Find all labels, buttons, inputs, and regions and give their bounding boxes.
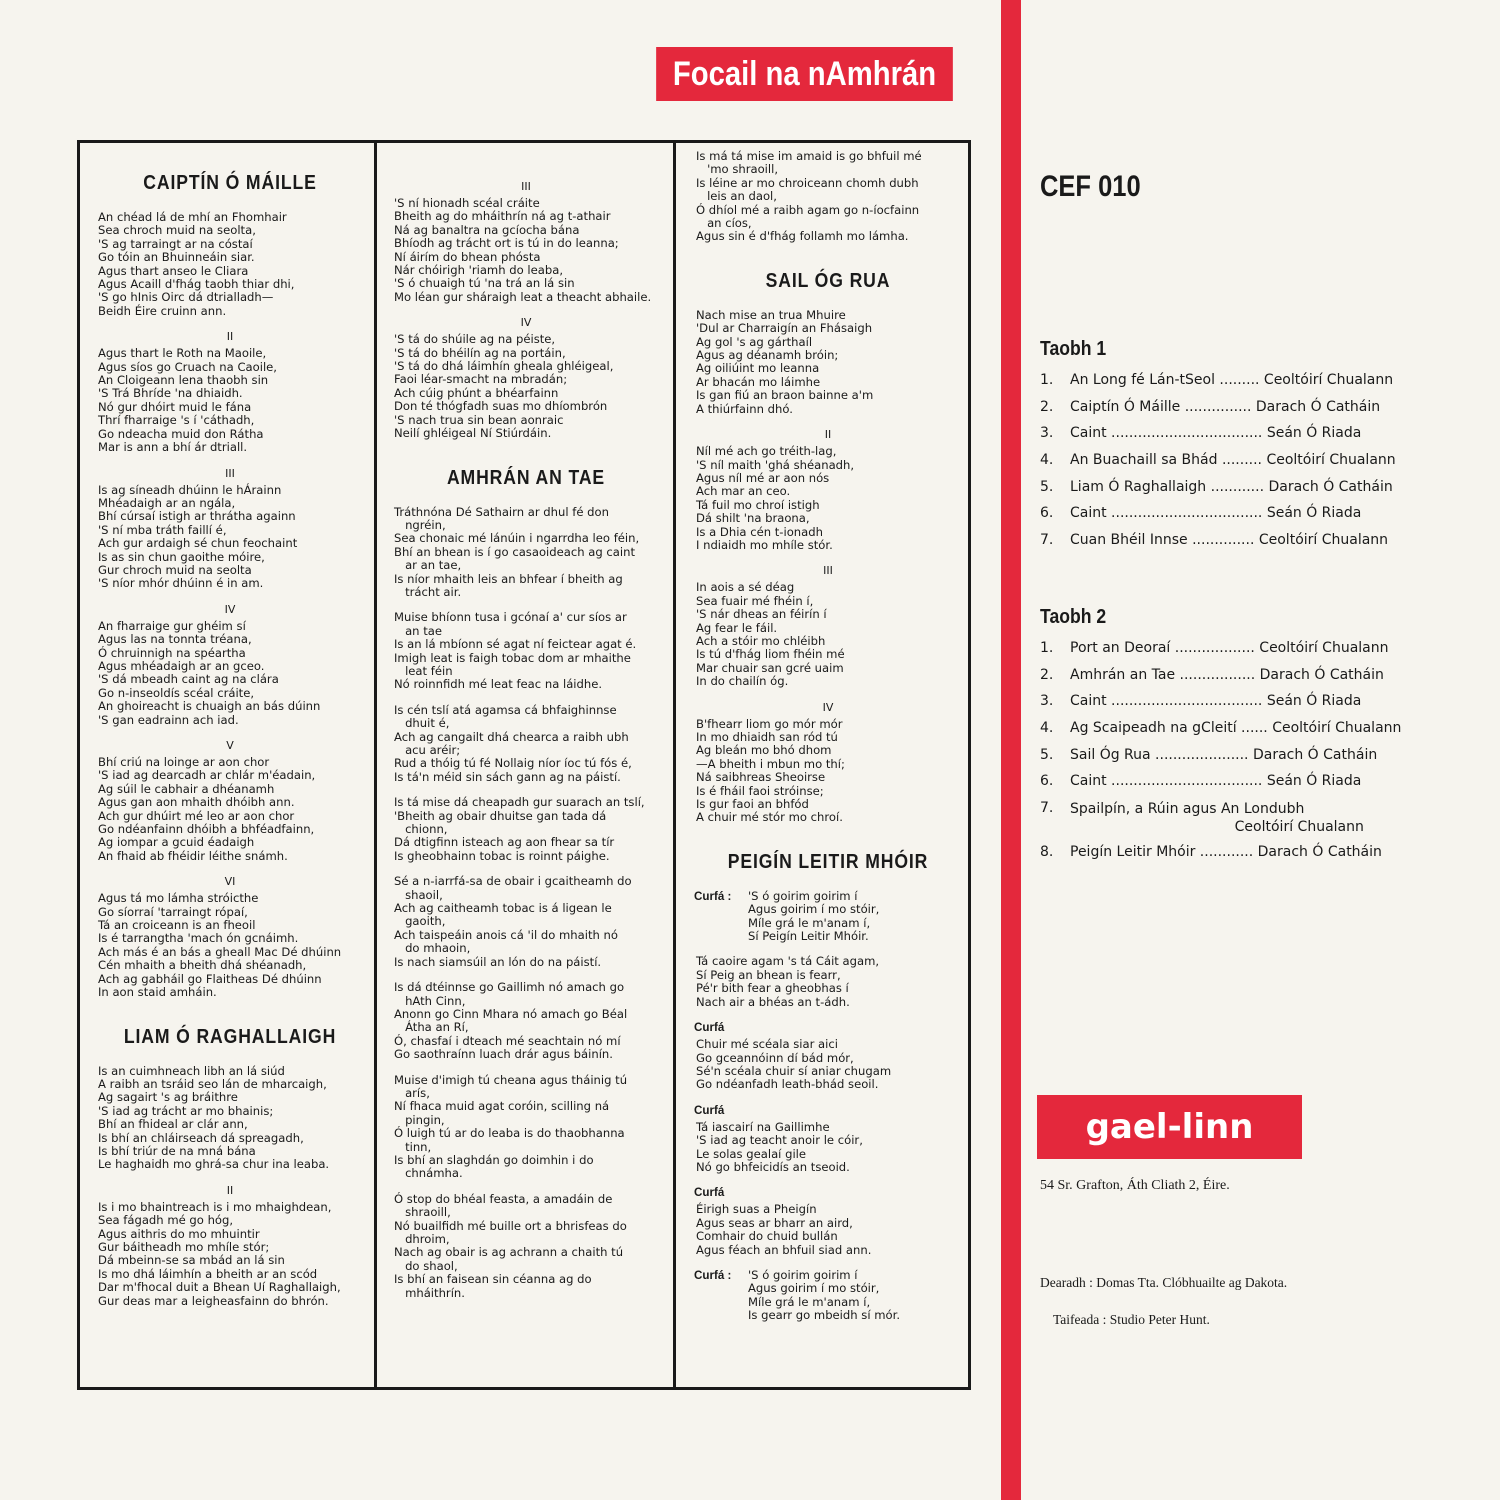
track-row [1040, 747, 1425, 774]
verse-text: Tráthnóna Dé Sathairn ar dhul fé don ngréin, Sea chonaic mé lánúin i ngarrdha leo féin, Bhí an bhean is í go casaoideach ag caint ar an tae, Is níor mhaith leis an bhfear í bheith ag trácht air. [394, 504, 640, 599]
verse-number: V [226, 739, 234, 752]
track-row [1040, 399, 1425, 426]
verse-text: Tá caoire agam 's tá Cáit agam, Sí Peig an bhean is fearr, Pé'r bith fear a gheobhas í Nach air a bhéas an t-ádh. [696, 954, 880, 1009]
track-number: 2. [1040, 666, 1054, 683]
track-row [1040, 800, 1425, 844]
track-number: 7. [1040, 800, 1054, 817]
track-title-artist: An Long fé Lán-tSeol ......... Ceoltóirí Chualann [1070, 372, 1394, 388]
chorus-text: 'S ó goirim goirim í Agus goirim í mo stóir, Míle grá le m'anam í, Sí Peigín Leitir Mhóir. [748, 888, 880, 944]
recording-credit: Taifeada : Studio Peter Hunt. [1053, 1312, 1210, 1327]
track-title-artist: Liam Ó Raghallaigh ............ Darach Ó Catháin [1070, 478, 1393, 495]
song-title: AMHRÁN AN TAE [446, 466, 606, 489]
track-number: 5. [1040, 478, 1054, 495]
verse-text: Is an cuimhneach libh an lá siúd A raibh an tsráid seo lán de mharcaigh, Ag sagairt 's ag bráithre 'S iad ag trácht ar mo bhainis; Bhí an fhideal ar clár ann, Is bhí an chláirseach dá spreagadh, Is bhí triúr de na mná bána Le haghaidh mo ghrá-sa chur ina leaba. [98, 1063, 330, 1172]
track-title-artist: Caint .................................. Seán Ó Riada [1070, 693, 1362, 710]
verse-number: III [521, 180, 531, 193]
side-1-track-list [1040, 372, 1425, 559]
verse-text: Muise bhíonn tusa i gcónaí a' cur síos ar an tae Is an lá mbíonn sé agat ní feictear agat é. Imigh leat is faigh tobac dom ar mhaithe leat féin Nó roinnfidh mé leat feac na láidhe. [394, 610, 637, 692]
verse-text: Agus thart le Roth na Maoile, Agus síos go Cruach na Caoile, An Cloigeann lena thaobh sin 'S Trá Bhríde 'na dhiaidh. Nó gur dhóirt muid le fána Thrí fharraige 's í 'cáthadh, Go ndeacha muid don Rátha Mar is ann a bhí ár dtriall. [98, 346, 277, 455]
lyrics-column-2 [386, 150, 666, 1382]
track-title-artist: Cuan Bhéil Innse .............. Ceoltóirí Chualann [1070, 532, 1389, 549]
track-title-artist: Peigín Leitir Mhóir ............ Darach Ó Catháin [1070, 844, 1382, 861]
verse-text: Is i mo bhaintreach is i mo mhaighdean, Sea fágadh mé go hóg, Agus aithris do mo mhuintir Gur báitheadh mo mhíle stór; Dá mbeinn-se sa mbád an lá sin Is mo dhá láimhín a bheith ar an scód Dar m'fhocal duit a Bhean Uí Raghallaigh, Gur deas mar a leigheasfainn do bhrón. [98, 1199, 341, 1308]
page-title: Focail na nAmhrán [656, 47, 953, 101]
verse-text: Éirigh suas a Pheigín Agus seas ar bharr an aird, Comhair do chuid bullán Agus féach an bhfuil siad ann. [696, 1202, 872, 1257]
lyrics-column-3 [688, 150, 968, 1382]
chorus-block [688, 890, 968, 956]
track-number: 7. [1040, 532, 1054, 549]
verse-number: VI [224, 875, 236, 889]
chorus-label: Curfá : [694, 889, 732, 903]
track-number: 5. [1040, 746, 1054, 763]
verse-text: Níl mé ach go tréith-lag, 'S níl maith 'ghá shéanadh, Agus níl mé ar aon nós Ach mar an ceo. Tá fuil mo chroí istigh Dá shilt 'na braona, Is a Dhia cén t-ionadh I ndiaidh mo mhíle stór. [696, 444, 855, 552]
verse-text: Is tá mise dá cheapadh gur suarach an tslí, 'Bheith ag obair dhuitse gan tada dá chionn, Dá dtigfinn isteach ag aon fhear sa tír Is gheobhainn tobac is roinnt páighe. [394, 795, 645, 863]
verse-text: 'S tá do shúile ag na péiste, 'S tá do bhéilín ag na portáin, 'S tá do dhá láimhín gheala ghléigeal, Faoi léar-smacht na mbradán; Ach cúig phúnt a bhéarfainn Don té thógfadh suas mo dhíombrón 'S nach trua sin bean aonraic Neilí ghléigeal Ní Stiúrdáin. [394, 332, 614, 441]
track-title-artist: Caint .................................. Seán Ó Riada [1070, 505, 1362, 522]
track-row [1040, 720, 1425, 747]
track-row [1040, 667, 1425, 694]
column-divider-2 [673, 140, 676, 1390]
verse-text: B'fhearr liom go mór mór In mo dhiaidh san ród tú Ag bleán mo bhó dhom —A bheith i mbun mo thí; Ná saibhreas Sheoirse Is é fháil faoi stróinse; Is gur faoi an bhfód A chuir mé stór mo chroí. [696, 716, 845, 825]
track-row [1040, 479, 1425, 506]
track-number: 1. [1040, 372, 1054, 388]
gael-linn-logo: gael-linn [1037, 1095, 1302, 1159]
chorus-label: Curfá [694, 1186, 725, 1200]
verse-number: IV [224, 602, 236, 616]
side-1-title: Taobh 1 [1040, 338, 1107, 360]
track-title-artist: Caiptín Ó Máille ............... Darach Ó Catháin [1070, 398, 1381, 415]
chorus-text: 'S ó goirim goirim í Agus goirim í mo stóir, Míle grá le m'anam í, Is gearr go mbeidh sí mór. [748, 1267, 901, 1323]
track-number: 4. [1040, 452, 1054, 469]
song-title: PEIGÍN LEITIR MHÓIR [727, 850, 929, 873]
verse-text: Chuir mé scéala siar aici Go gceannóinn dí bád mór, Sé'n scéala chuir sí aniar chugam Go ndéanfadh leath-bhád seoil. [696, 1037, 892, 1092]
track-row [1040, 532, 1425, 559]
song-title: CAIPTÍN Ó MÁILLE [143, 172, 317, 194]
verse-number: II [824, 428, 832, 442]
track-row [1040, 372, 1425, 399]
verse-number: II [226, 1183, 234, 1197]
track-number: 2. [1040, 398, 1054, 415]
verse-text: Is ag síneadh dhúinn le hÁrainn Mhéadaigh ar an ngála, Bhí cúrsaí istigh ar thrátha againn 'S ní mba tráth faillí é, Ach gur ardaigh sé chun feochaint Is as sin chun gaoithe móire, Gur chroch muid na seolta 'S níor mhór dhúinn é in am. [98, 482, 298, 591]
side-2-track-list [1040, 640, 1425, 871]
verse-text: Bhí criú na loinge ar aon chor 'S iad ag dearcadh ar chlár m'éadain, Ag súil le cabhair a dhéanamh Agus gan aon mhaith dhóibh ann. Ach gur dhúirt mé leo ar aon chor Go ndéanfainn dhóibh a bhféadfainn, Ag iompar a gcuid éadaigh An fhaid ab fhéidir léithe snámh. [98, 755, 316, 863]
track-title-artist: An Buachaill sa Bhád ......... Ceoltóirí Chualann [1070, 452, 1396, 469]
side-2-title: Taobh 2 [1040, 606, 1107, 628]
track-row [1040, 844, 1425, 871]
track-number: 3. [1040, 425, 1054, 442]
track-title-artist: Spailpín, a Rúin agus An Londubh Ceoltóirí Chualann [1070, 801, 1364, 836]
verse-text: Is cén tslí atá agamsa cá bhfaighinnse dhuit é, Ach ag cangailt dhá chearca a raibh ubh acu aréir; Rud a thóig tú fé Nollaig níor íoc tú fós é, Is tá'n méid sin sách gann ag na páistí. [394, 702, 632, 784]
track-title-artist: Port an Deoraí .................. Ceoltóirí Chualann [1070, 640, 1389, 656]
verse-text: An fharraige gur ghéim sí Agus las na tonnta tréana, Ó chruinnigh na spéartha Agus mhéadaigh ar an gceo. 'S dá mbeadh caint ag na clára Go n-inseoldís scéal cráite, An ghoireacht is chuaigh an bás dúinn 'S gan eadrainn ach iad. [98, 618, 321, 727]
verse-text: Sé a n-iarrfá-sa de obair i gcaitheamh do shaoil, Ach ag caitheamh tobac is á ligean le gaoith, Ach taispeáin anois cá 'il do mhaith nó do mhaoin, Is nach siamsúil an lón do na páistí. [394, 874, 632, 969]
song-title: SAIL ÓG RUA [765, 269, 891, 292]
red-divider-bar [1001, 0, 1021, 1500]
verse-number: III [225, 466, 235, 480]
verse-text: Muise d'imigh tú cheana agus tháinig tú arís, Ní fhaca muid agat coróin, scilling ná pingin, Ó luigh tú ar do leaba is do thaobhanna tinn, Is bhí an slaghdán go doimhin i do chnámha. [394, 1072, 628, 1181]
track-title-artist: Sail Óg Rua ..................... Darach Ó Catháin [1070, 746, 1378, 763]
design-credit: Dearadh : Domas Tta. Clóbhuailte ag Dakota. [1040, 1275, 1288, 1290]
track-row [1040, 773, 1425, 800]
verse-number: IV [822, 700, 834, 714]
song-title: LIAM Ó RAGHALLAIGH [123, 1025, 337, 1048]
track-number: 1. [1040, 640, 1054, 656]
chorus-block [688, 1269, 968, 1335]
verse-text: Is dá dtéinnse go Gaillimh nó amach go hAth Cinn, Anonn go Cinn Mhara nó amach go Béal Átha an Rí, Ó, chasfaí i dteach mé seachtain nó mí Go saothraínn luach drár agus báinín. [394, 980, 628, 1062]
track-number: 6. [1040, 773, 1054, 790]
track-number: 8. [1040, 844, 1054, 861]
verse-text: In aois a sé déag Sea fuair mé fhéin í, 'S nár dheas an féirín í Ag fear le fáil. Ach a stóir mo chléibh Is tú d'fhág liom fhéin mé Mar chuair san gcré uaim In do chailín óg. [696, 580, 845, 689]
chorus-label: Curfá : [694, 1268, 732, 1282]
verse-text: Agus tá mo lámha stróicthe Go síorraí 'tarraingt rópaí, Tá an croiceann is an fheoil Is é tarrangtha 'mach ón gcnáimh. Ach más é an bás a gheall Mac Dé dhúinn Cén mhaith a bheith dhá shéanadh, Ach ag gabháil go Flaitheas Dé dhúinn In aon staid amháin. [98, 891, 342, 1000]
chorus-label: Curfá [694, 1103, 725, 1117]
verse-text: Is má tá mise im amaid is go bhfuil mé 'mo shraoill, Is léine ar mo chroiceann chomh dubh leis an daol, Ó dhíol mé a raibh agam go n-íocfainn an cíos, Agus sin é d'fhág follamh mo lámha. [696, 150, 922, 244]
track-title-artist: Amhrán an Tae ................. Darach Ó Catháin [1070, 666, 1384, 683]
verse-number: III [823, 564, 833, 578]
verse-text: Tá iascairí na Gaillimhe 'S iad ag teacht anoir le cóir, Le solas gealaí gile Nó go bhfeicidís an tseoid. [696, 1119, 863, 1174]
verse-text: Ó stop do bhéal feasta, a amadáin de shraoill, Nó buailfidh mé buille ort a bhrisfeas do dhroim, Nach ag obair is ag achrann a chaith tú do shaol, Is bhí an faisean sin céanna ag do mháithrín. [394, 1191, 627, 1300]
verse-number: IV [520, 316, 532, 330]
track-row [1040, 640, 1425, 667]
track-number: 4. [1040, 720, 1054, 737]
column-divider-1 [374, 140, 377, 1390]
track-number: 3. [1040, 693, 1054, 710]
track-title-artist: Ag Scaipeadh na gCleití ...... Ceoltóirí Chualann [1070, 720, 1402, 737]
track-row [1040, 452, 1425, 479]
track-title-artist: Caint .................................. Seán Ó Riada [1070, 773, 1362, 790]
verse-number: II [226, 330, 234, 344]
track-row [1040, 425, 1425, 452]
publisher-address: 54 Sr. Grafton, Áth Cliath 2, Éire. [1040, 1178, 1230, 1193]
verse-text: An chéad lá de mhí an Fhomhair Sea chroch muid na seolta, 'S ag tarraingt ar na cóstaí Go tóin an Bhuinneáin siar. Agus thart anseo le Cliara Agus Acaill d'fhág taobh thiar dhi, 'S go hInis Oirc dá dtrialladh— Beidh Éire cruinn ann. [98, 210, 295, 318]
track-row [1040, 693, 1425, 720]
verse-text: Nach mise an trua Mhuire 'Dul ar Charraigín an Fhásaigh Ag gol 's ag gárthaíl Agus ag déanamh bróin; Ag oiliúint mo leanna Ar bhacán mo láimhe Is gan fiú an braon bainne a'm A thiúrfainn dhó. [696, 307, 874, 416]
track-number: 6. [1040, 505, 1054, 522]
track-row [1040, 505, 1425, 532]
lyrics-column-1 [90, 150, 370, 1382]
chorus-label: Curfá [694, 1021, 725, 1035]
track-title-artist: Caint .................................. Seán Ó Riada [1070, 425, 1362, 442]
verse-text: 'S ní hionadh scéal cráite Bheith ag do mháithrín ná ag t-athair Ná ag banaltra na gcíocha bána Bhíodh ag trácht ort is tú in do leanna; Ní áirím do bhean phósta Nár chóirigh 'riamh do leaba, 'S ó chuaigh tú 'na trá an lá sin Mo léan gur sháraigh leat a theacht abhaile. [394, 196, 652, 304]
catalog-number: CEF 010 [1040, 170, 1141, 203]
